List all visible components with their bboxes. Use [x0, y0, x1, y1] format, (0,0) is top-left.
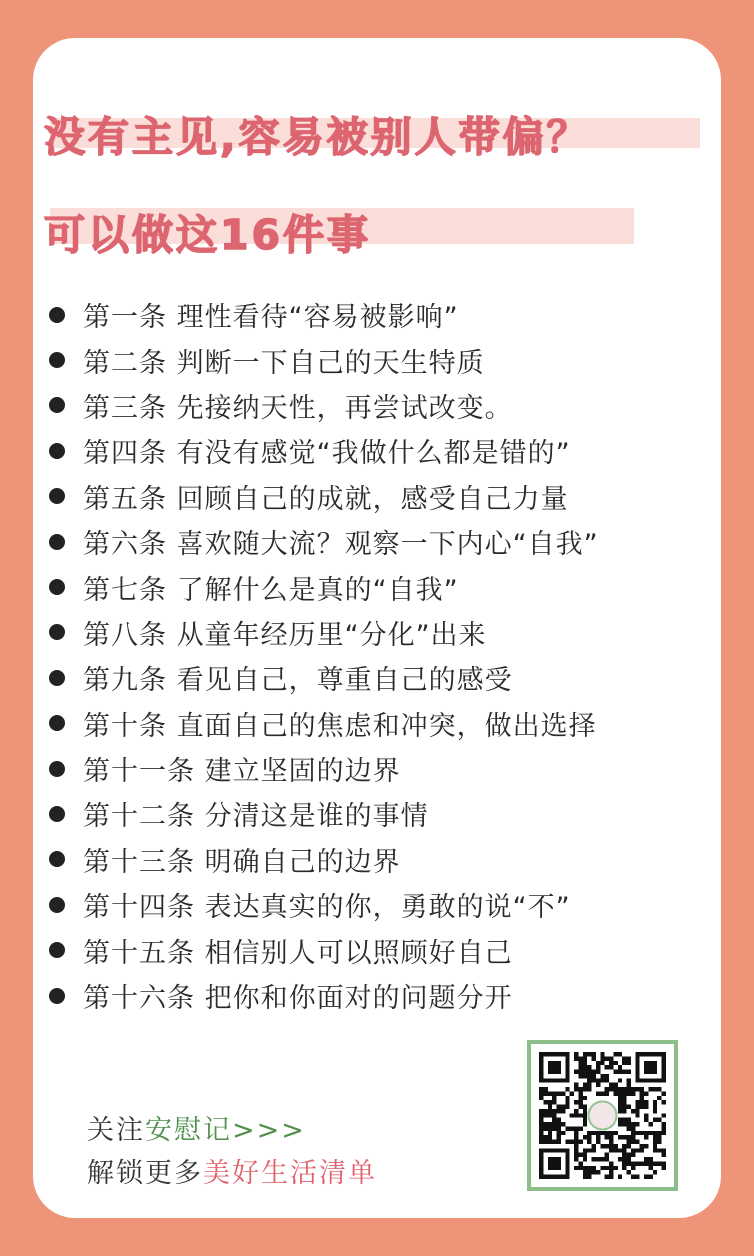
bullet-icon [49, 761, 65, 777]
list-item [46, 927, 599, 972]
item-text: 第二条 判断一下自己的天生特质 [83, 347, 485, 379]
list-item [46, 519, 599, 564]
page-subtitle: 可以做这16件事 [44, 211, 372, 259]
bullet-icon [49, 897, 65, 913]
item-text: 第十六条 把你和你面对的问题分开 [83, 983, 513, 1015]
item-text: 第六条 喜欢随大流？观察一下内心“自我” [83, 529, 599, 561]
list-item [46, 882, 599, 927]
bullet-icon [49, 443, 65, 459]
item-text: 第七条 了解什么是真的“自我” [83, 574, 459, 606]
bullet-icon [49, 988, 65, 1004]
qr-code[interactable] [527, 1040, 678, 1191]
list-item [46, 474, 599, 519]
bullet-icon [49, 806, 65, 822]
tips-list [46, 292, 599, 1018]
bullet-icon [49, 942, 65, 958]
list-item [46, 428, 599, 473]
item-text: 第十四条 表达真实的你，勇敢的说“不” [83, 892, 571, 924]
list-item [46, 610, 599, 655]
list-item [46, 655, 599, 700]
bullet-icon [49, 397, 65, 413]
bullet-icon [49, 307, 65, 323]
bullet-icon [49, 851, 65, 867]
list-item [46, 292, 599, 337]
follow-prefix: 关注 [87, 1115, 145, 1146]
list-item [46, 791, 599, 836]
list-item [46, 746, 599, 791]
item-text: 第九条 看见自己，尊重自己的感受 [83, 665, 513, 697]
list-item [46, 337, 599, 382]
list-item [46, 837, 599, 882]
item-text: 第五条 回顾自己的成就，感受自己力量 [83, 483, 569, 515]
brand-name: 安慰记 [145, 1115, 232, 1146]
item-text: 第一条 理性看待“容易被影响” [83, 302, 459, 334]
item-text: 第十二条 分清这是谁的事情 [83, 801, 429, 833]
bullet-icon [49, 715, 65, 731]
list-item [46, 383, 599, 428]
list-item [46, 564, 599, 609]
unlock-highlight: 美好生活清单 [203, 1158, 377, 1189]
bullet-icon [49, 352, 65, 368]
item-text: 第十三条 明确自己的边界 [83, 846, 401, 878]
list-item [46, 701, 599, 746]
bullet-icon [49, 488, 65, 504]
follow-line [87, 1108, 306, 1147]
bullet-icon [49, 670, 65, 686]
item-text: 第三条 先接纳天性，再尝试改变。 [83, 392, 513, 424]
bullet-icon [49, 624, 65, 640]
unlock-line [87, 1151, 377, 1190]
item-text: 第十条 直面自己的焦虑和冲突，做出选择 [83, 710, 597, 742]
page-title: 没有主见,容易被别人带偏？ [44, 113, 591, 161]
item-text: 第四条 有没有感觉“我做什么都是错的” [83, 438, 571, 470]
list-item [46, 973, 599, 1018]
bullet-icon [49, 579, 65, 595]
qr-code-icon [539, 1052, 666, 1179]
arrow-text: >>> [232, 1115, 306, 1146]
item-text: 第十一条 建立坚固的边界 [83, 756, 401, 788]
item-text: 第十五条 相信别人可以照顾好自己 [83, 937, 513, 969]
unlock-prefix: 解锁更多 [87, 1158, 203, 1189]
bullet-icon [49, 534, 65, 550]
item-text: 第八条 从童年经历里“分化”出来 [83, 619, 487, 651]
